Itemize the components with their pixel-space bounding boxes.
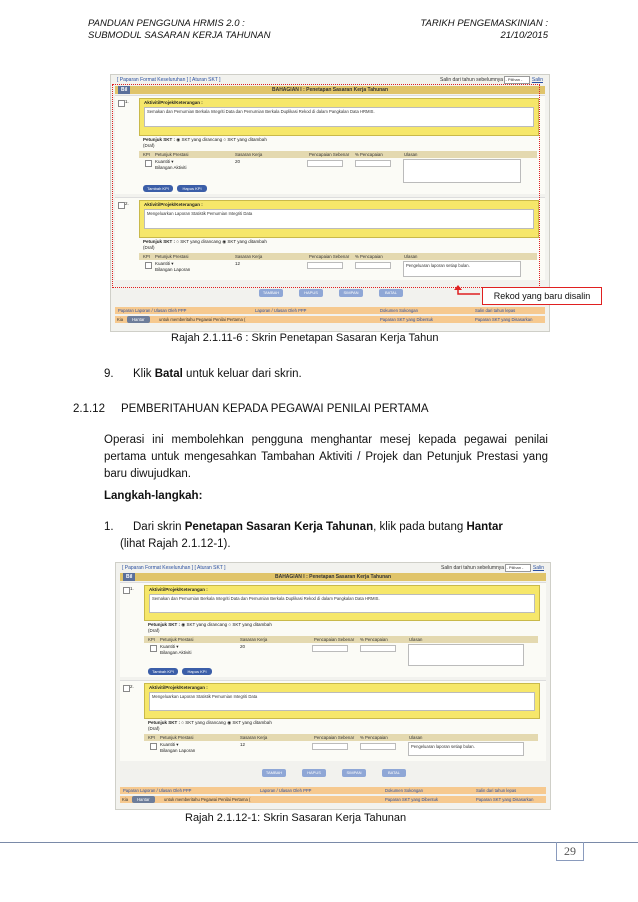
step-9-number: 9. [104,368,114,380]
screenshot-sasaran-kerja [115,562,551,810]
footer-link-laporan[interactable]: Laporan / Ulasan Oleh PPP [260,788,312,793]
item-number: 2. [130,684,134,689]
hapus-kpi-button[interactable]: Hapus KPI [182,668,212,675]
kpi-target: 20 [235,159,241,164]
kpi-col-percent: % Pencapaian [355,152,383,157]
hapus-button[interactable]: HAPUS [302,769,326,777]
bil-header: Bil [123,573,135,581]
footer-link-dokumen[interactable]: Dokumen Sokongan [385,788,423,793]
tambah-button[interactable]: TAMBAH [262,769,286,777]
option-dirancang[interactable]: SKT yang dirancang [186,622,228,627]
kpi-target: 20 [240,644,246,649]
item-number: 1. [130,586,134,591]
section-title-bar [120,573,546,581]
kpi-target: 12 [235,261,241,266]
option-ditambah[interactable]: SKT yang ditambah [232,720,272,725]
kpi-col-ulasan: Ulasan [409,735,423,740]
annotation-arrow [446,284,482,298]
step-9-text: Klik Batal untuk keluar dari skrin. [133,368,302,380]
section-heading: PEMBERITAHUAN KEPADA PEGAWAI PENILAI PERTAMA [121,403,429,415]
kpi-col-petunjuk: Petunjuk Prestasi [160,735,194,740]
kpi-col-ulasan: Ulasan [404,152,418,157]
kpi-checkbox[interactable] [150,743,157,750]
percent-input[interactable] [360,645,396,652]
activity-label: Aktiviti/Projek/Keterangan : [144,202,203,207]
step-1-number: 1. [104,521,114,533]
kpi-col-petunjuk: Petunjuk Prestasi [155,254,189,259]
activity-textarea[interactable]: Mengeluarkan Laporan Statistik Pemurnian Integriti Data [144,209,534,229]
activity-textarea[interactable]: Semakan dan Pemurnian Berkala Integriti Data dan Pemurnian Berkala Duplikasi Rekod di dalam Pangkalan Data HRMIS. [149,594,535,613]
header-manual-title: PANDUAN PENGGUNA HRMIS 2.0 : [88,18,245,29]
footer-link-salin[interactable]: Salin dari tahun lepas [476,788,517,793]
year-label: Salin dari tahun sebelumnya [440,565,505,571]
activity-label: Aktiviti/Projek/Keterangan : [149,587,208,592]
hapus-kpi-button[interactable]: Hapus KPI [177,185,207,192]
ulasan-textarea[interactable] [408,644,524,666]
kpi-checkbox[interactable] [150,645,157,652]
kpi-col-ulasan: Ulasan [409,637,423,642]
hantar-button[interactable]: Hantar [132,796,155,803]
salin-link[interactable]: Salin [531,77,543,83]
kpi-col-percent: % Pencapaian [355,254,383,259]
format-links[interactable]: [ Paparan Format Keseluruhan ] [ Aturan SKT ] [117,77,221,83]
kpi-desc: Bilangan Laporan [155,267,191,272]
footer-link-dokumen[interactable]: Dokumen Sokongan [380,308,418,313]
tambah-kpi-button[interactable]: Tambah KPI [143,185,173,192]
kpi-kind[interactable]: Kuantiti ▾ [155,261,174,266]
hantar-text: untuk memberitahu Pegawai Penilai Pertama ( [164,797,251,802]
draf-label: (Draf) [148,726,160,731]
section-number: 2.1.12 [73,403,105,415]
pencapaian-input[interactable] [312,645,348,652]
footer-link-dibentuk[interactable]: Paparan SKT yang Dibentuk [385,797,438,802]
option-dirancang[interactable]: SKT yang dirancang [181,137,223,142]
petunjuk-row: Petunjuk SKT : ○ SKT yang dirancang ◉ SKT yang ditambah [143,239,267,244]
footer-link-paparan[interactable]: Paparan Laporan / Ulasan Oleh PPP [123,788,192,793]
kpi-col-ulasan: Ulasan [404,254,418,259]
kpi-header [144,734,538,741]
kpi-kind[interactable]: Kuantiti ▾ [160,742,179,747]
item-checkbox[interactable] [123,685,130,692]
kpi-col-percent: % Pencapaian [360,637,388,642]
new-record-highlight [112,84,540,288]
footer-link-paparan[interactable]: Paparan Laporan / Ulasan Oleh PPP [118,308,187,313]
petunjuk-row: Petunjuk SKT : ◉ SKT yang dirancang ○ SKT yang ditambah [143,137,267,142]
salin-link[interactable]: Salin [532,565,544,571]
kpi-col-pencapaian: Pencapaian Sebenar [314,637,355,642]
kpi-target: 12 [240,742,246,747]
footer-links-row [115,307,545,314]
footer-hantar-row [120,796,546,803]
bil-header: Bil [118,86,130,94]
petunjuk-label: Petunjuk SKT : [143,137,176,142]
footer-link-dibentuk[interactable]: Paparan SKT yang Dibentuk [380,317,433,322]
hantar-text: untuk memberitahu Pegawai Penilai Pertama ( [159,317,246,322]
simpan-button[interactable]: SIMPAN [339,289,363,297]
activity-label: Aktiviti/Projek/Keterangan : [149,685,208,690]
kpi-desc: Bilangan Laporan [160,748,196,753]
activity-label: Aktiviti/Projek/Keterangan : [144,100,203,105]
kpi-col-sasaran: Sasaran Kerja [235,152,263,157]
tambah-button[interactable]: TAMBAH [259,289,283,297]
caption-figure-1: Rajah 2.1.11-6 : Skrin Penetapan Sasaran Kerja Tahun [171,332,439,344]
footer-link-salin[interactable]: Salin dari tahun lepas [475,308,516,313]
kia-label: Kia [117,317,124,322]
year-label: Salin dari tahun sebelumnya [439,77,504,83]
footer-links-row [120,787,546,794]
page-number: 29 [556,842,584,861]
kpi-col-petunjuk: Petunjuk Prestasi [160,637,194,642]
draf-label: (Draf) [143,143,155,148]
option-ditambah[interactable]: SKT yang ditambah [227,239,267,244]
petunjuk-label: Petunjuk SKT : [148,622,181,627]
kpi-col-percent: % Pencapaian [360,735,388,740]
kpi-col-pencapaian: Pencapaian Sebenar [309,152,350,157]
activity-textarea[interactable]: Mengeluarkan Laporan Statistik Pemurnian Integriti Data [149,692,535,711]
header-right [398,18,548,42]
header-submodule: SUBMODUL SASARAN KERJA TAHUNAN [88,30,271,41]
footer-link-disasarkan[interactable]: Paparan SKT yang Disasarkan [476,797,534,802]
ulasan-textarea[interactable]: Pengeluaran laporan setiap bulan. [408,742,524,756]
draf-label: (Draf) [148,628,160,633]
kpi-header [144,636,538,643]
footer-hantar-row [115,316,545,323]
kia-label: Kia [122,797,129,802]
draf-label: (Draf) [143,245,155,250]
option-ditambah[interactable]: SKT yang ditambah [232,622,272,627]
kpi-col-pencapaian: Pencapaian Sebenar [309,254,350,259]
kpi-col: KPI [148,637,155,642]
footer-link-laporan[interactable]: Laporan / Ulasan Oleh PPP [255,308,307,313]
section-paragraph: Operasi ini membolehkan pengguna menghantar mesej kepada pegawai penilai pertama untuk mengesahkan Tambahan Aktiviti / Projek dan Petunjuk Prestasi yang baru diwujudkan. [104,434,548,480]
option-dirancang[interactable]: SKT yang dirancang [180,239,221,244]
footer-rule [0,842,638,843]
activity-textarea[interactable]: Semakan dan Pemurnian Berkala Integriti Data dan Pemurnian Berkala Duplikasi Rekod di dalam Pangkalan Data HRMIS. [144,107,534,127]
ulasan-textarea[interactable]: Pengeluaran laporan setiap bulan. [403,261,521,277]
annotation-label: Rekod yang baru disalin [482,287,602,305]
kpi-col: KPI [143,152,150,157]
step-1-reference: (lihat Rajah 2.1.12-1). [120,538,231,550]
item-number: 2. [125,201,129,206]
kpi-desc: Bilangan Aktiviti [160,650,192,655]
footer-link-disasarkan[interactable]: Paparan SKT yang Disasarkan [475,317,533,322]
activity-box [144,585,540,621]
header-left [88,18,270,42]
kpi-col-petunjuk: Petunjuk Prestasi [155,152,189,157]
header-date-label: TARIKH PENGEMASKINIAN : [420,18,548,29]
batal-button[interactable]: BATAL [379,289,403,297]
petunjuk-label: Petunjuk SKT : [143,239,176,244]
percent-input[interactable] [360,743,396,750]
section-title: BAHAGIAN I : Penetapan Sasaran Kerja Tahunan [271,87,389,93]
kpi-kind[interactable]: Kuantiti ▾ [160,644,179,649]
skt-item-2 [120,680,546,761]
petunjuk-label: Petunjuk SKT : [148,720,181,725]
kpi-desc: Bilangan Aktiviti [155,165,187,170]
pencapaian-input[interactable] [312,743,348,750]
kpi-kind[interactable]: Kuantiti ▾ [155,159,174,164]
kpi-col-sasaran: Sasaran Kerja [235,254,263,259]
kpi-col: KPI [148,735,155,740]
item-number: 1. [125,99,129,104]
batal-button[interactable]: BATAL [382,769,406,777]
petunjuk-row: Petunjuk SKT : ○ SKT yang dirancang ◉ SKT yang ditambah [148,720,272,725]
kpi-col-sasaran: Sasaran Kerja [240,735,268,740]
kpi-col-sasaran: Sasaran Kerja [240,637,268,642]
caption-figure-2: Rajah 2.1.12-1: Skrin Sasaran Kerja Tahunan [185,812,407,824]
hantar-button[interactable]: Hantar [127,316,150,323]
kpi-col: KPI [143,254,150,259]
year-select[interactable]: - Pilihan - [505,564,531,572]
activity-box [144,683,540,719]
tambah-kpi-button[interactable]: Tambah KPI [148,668,178,675]
skt-item-1 [120,582,546,677]
step-1-text: Dari skrin Penetapan Sasaran Kerja Tahunan, klik pada butang Hantar [133,521,503,533]
hapus-button[interactable]: HAPUS [299,289,323,297]
section-title: BAHAGIAN I : Penetapan Sasaran Kerja Tahunan [274,574,392,580]
option-dirancang[interactable]: SKT yang dirancang [185,720,226,725]
petunjuk-row: Petunjuk SKT : ◉ SKT yang dirancang ○ SKT yang ditambah [148,622,272,627]
simpan-button[interactable]: SIMPAN [342,769,366,777]
kpi-col-pencapaian: Pencapaian Sebenar [314,735,355,740]
format-links[interactable]: [ Paparan Format Keseluruhan ] [ Aturan SKT ] [122,565,226,571]
header-date: 21/10/2015 [500,30,548,41]
option-ditambah[interactable]: SKT yang ditambah [227,137,267,142]
screenshot-topbar [116,563,550,573]
year-select[interactable]: - Pilihan - [504,76,530,84]
steps-heading: Langkah-langkah: [104,490,203,502]
item-checkbox[interactable] [123,587,130,594]
